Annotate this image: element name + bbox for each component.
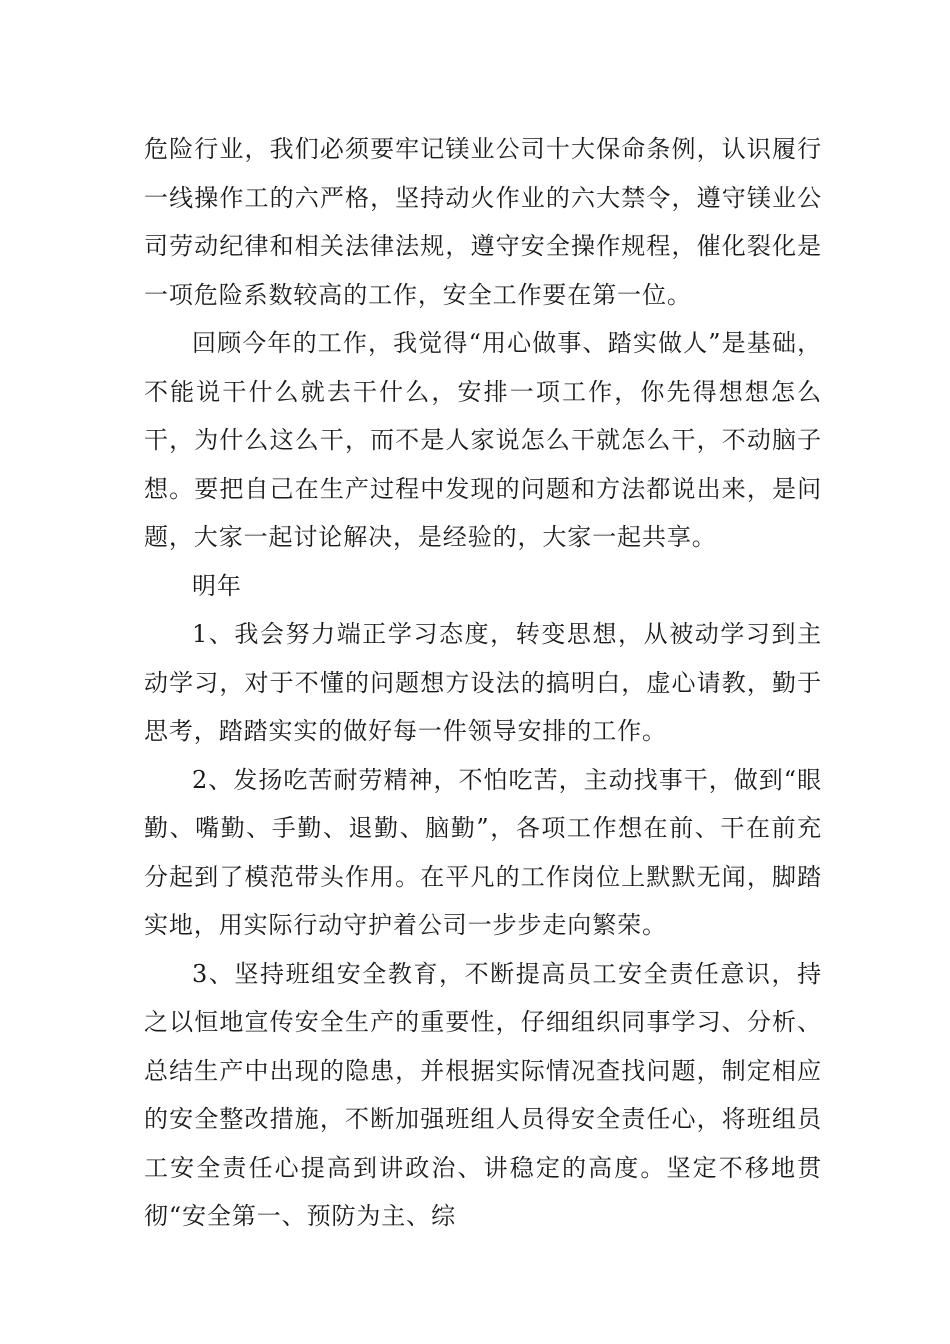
document-body [144, 125, 822, 1241]
paragraph-continuation: 危险行业，我们必须要牢记镁业公司十大保命条例，认识履行一线操作工的六严格，坚持动火作业的六大禁令，遵守镁业公司劳动纪律和相关法律法规，遵守安全操作规程，催化裂化是一项危险系数较高的工作，安全工作要在第一位。 [144, 135, 822, 309]
paragraph-item-3: 3、坚持班组安全教育，不断提高员工安全责任意识，持之以恒地宣传安全生产的重要性，仔细组织同事学习、分析、总结生产中出现的隐患，并根据实际情况查找问题，制定相应的安全整改措施，不断加强班组人员得安全责任心，将班组员工安全责任心提高到讲政治、讲稳定的高度。坚定不移地贯彻“安全第一、预防为主、综 [144, 959, 822, 1230]
paragraph-item-1: 1、我会努力端正学习态度，转变思想，从被动学习到主动学习，对于不懂的问题想方设法的搞明白，虚心请教，勤于思考，踏踏实实的做好每一件领导安排的工作。 [144, 620, 822, 745]
paragraph-heading-next-year: 明年 [192, 571, 242, 600]
paragraph-item-2: 2、发扬吃苦耐劳精神，不怕吃苦，主动找事干，做到“眼勤、嘴勤、手勤、退勤、脑勤”，各项工作想在前、干在前充分起到了模范带头作用。在平凡的工作岗位上默默无闻，脚踏实地，用实际行动守护着公司一步步走向繁荣。 [144, 765, 822, 939]
paragraph-review: 回顾今年的工作，我觉得“用心做事、踏实做人”是基础，不能说干什么就去干什么，安排一项工作，你先得想想怎么干，为什么这么干，而不是人家说怎么干就怎么干，不动脑子想。要把自己在生产过程中发现的问题和方法都说出来，是问题，大家一起讨论解决，是经验的，大家一起共享。 [144, 329, 822, 551]
